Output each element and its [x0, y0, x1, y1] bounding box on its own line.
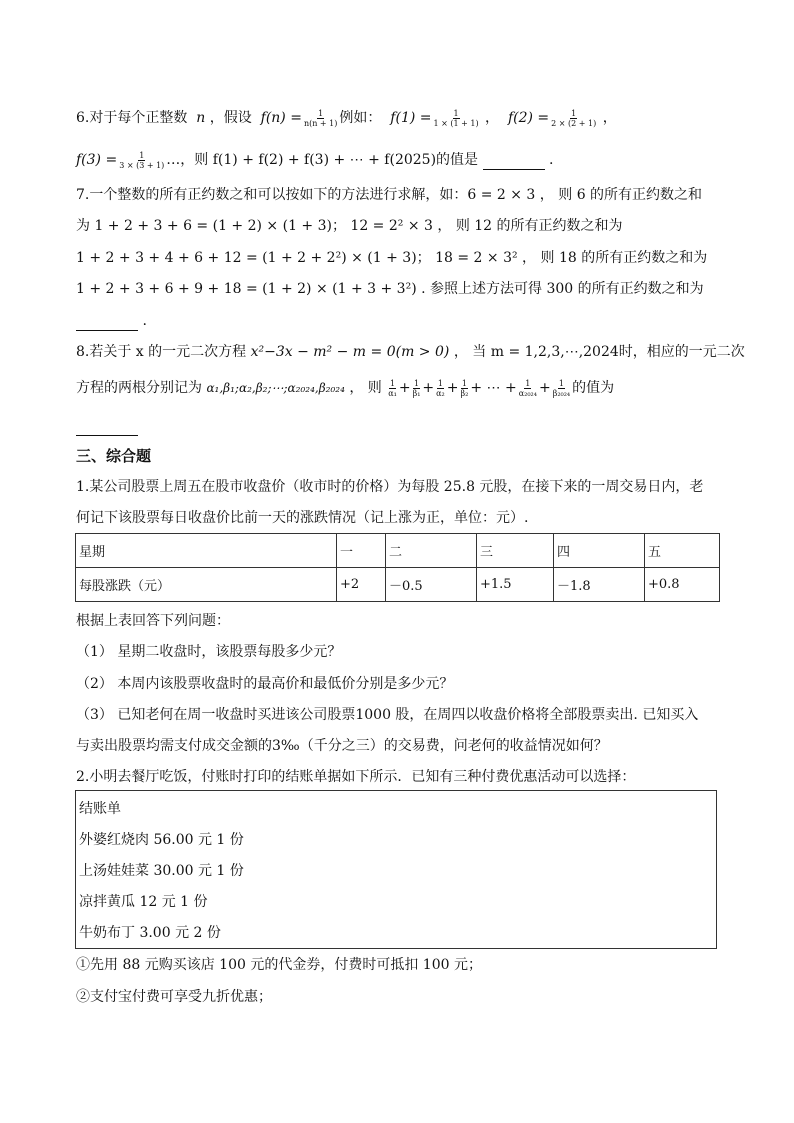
p1-question-3b: 与卖出股票均需支付成交金额的3‰（千分之三）的交易费，问老何的收益情况如何？	[76, 738, 608, 754]
p2-option-2: ②支付宝付费可享受九折优惠；	[76, 989, 272, 1005]
q8-line3	[76, 416, 138, 436]
table-cell: 三	[477, 534, 554, 568]
table-row	[76, 534, 720, 568]
answer-blank[interactable]	[483, 153, 545, 170]
stock-table	[75, 533, 720, 602]
p2-intro: 2.小明去餐厅吃饭，付账时打印的结账单据如下所示．已知有三种付费优惠活动可以选择：	[76, 769, 636, 785]
receipt-line: 结账单	[79, 801, 121, 817]
q6-text: .	[548, 152, 554, 168]
table-cell: 四	[554, 534, 645, 568]
table-cell: －0.5	[386, 568, 477, 602]
receipt-line: 牛奶布丁 3.00 元 2 份	[79, 925, 221, 941]
q6-text: 例如：	[339, 110, 382, 126]
q7-line5	[76, 311, 147, 331]
p2-option-1: ①先用 88 元购买该店 100 元的代金券，付费时可抵扣 100 元；	[76, 957, 482, 973]
q8-text: 的值为	[572, 380, 615, 396]
q6-text: 6.对于每个正整数	[76, 110, 188, 126]
q6-text: ，	[485, 110, 500, 126]
q6-line1: 6.对于每个正整数 n ，假设 f(n) = $\frac{1}{n(n + 1)}$ 例如： f(1) = $\frac{1}{1 \times (1 + 1)}$ ， f(2) = $\frac{1}{2 \times (2 + 1)}$ ，	[76, 108, 617, 128]
p1-question-3a: （3） 已知老何在周一收盘时买进该公司股票1000 股，在周四以收盘价格将全部股票卖出. 已知买入	[76, 707, 699, 723]
table-cell: +2	[337, 568, 386, 602]
fraction: $\frac{1}{n(n + 1)}$	[303, 108, 338, 128]
q7-line1: 7.一个整数的所有正约数之和可以按如下的方法进行求解，如：6 = 2 × 3 ， 则 6 的所有正约数之和	[76, 187, 703, 203]
fraction: $\frac{1}{1 \times (1 + 1)}$	[433, 108, 479, 128]
fraction: $\frac{1}{\text{α₂₀₂₄}}$	[518, 378, 537, 398]
fraction: $\frac{1}{\text{β₂}}$	[460, 378, 469, 398]
table-cell: 星期	[76, 534, 337, 568]
fraction: $\frac{1}{2 \times (2 + 1)}$	[551, 108, 597, 128]
receipt-line: 上汤娃娃菜 30.00 元 1 份	[79, 863, 244, 879]
section-title: 三、综合题	[76, 447, 152, 465]
q7-line2: 为 1 + 2 + 3 + 6 = (1 + 2) × (1 + 3)； 12 = 2² × 3 ， 则 12 的所有正约数之和为	[76, 218, 623, 234]
q7-line4: 1 + 2 + 3 + 6 + 9 + 18 = (1 + 2) × (1 + 3 + 3²) . 参照上述方法可得 300 的所有正约数之和为	[76, 281, 704, 297]
p1-intro-line1: 1.某公司股票上周五在股市收盘价（收市时的价格）为每股 25.8 元股，在接下来的一周交易日内，老	[76, 479, 704, 495]
q6-text: ，假设	[209, 110, 252, 126]
p1-question-1: （1） 星期二收盘时，该股票每股多少元？	[76, 644, 342, 660]
fraction: $\frac{1}{3 \times (3 + 1)}$	[119, 150, 165, 170]
q8-text: ， 则	[349, 380, 382, 396]
table-cell: －1.8	[554, 568, 645, 602]
q6-line2: f(3) = $\frac{1}{3 \times (3 + 1)}$ …，则 f(1) + f(2) + f(3) + ⋯ + f(2025)的值是 .	[76, 150, 554, 170]
fraction: $\frac{1}{\text{α₂}}$	[436, 378, 445, 398]
q7-text: .	[142, 313, 147, 329]
receipt-box	[75, 790, 717, 949]
q8-line1	[76, 342, 745, 362]
table-cell: 每股涨跌（元）	[76, 568, 337, 602]
receipt-line: 外婆红烧肉 56.00 元 1 份	[79, 832, 244, 848]
q8-line2: 方程的两根分别记为 α₁,β₁;α₂,β₂;⋯;α₂₀₂₄,β₂₀₂₄ ， 则 $\frac{1}{\text{α₁}}$ + $\frac{1}{\text{β₁}}$ + $\frac{1}{\text{α₂}}$ + $\frac{1}{\text{β₂}}$ + ⋯ + $\frac{1}{\text{α₂₀₂₄}}$ + $\frac{1}{\text{β₂₀₂₄}}$ 的值为	[76, 378, 615, 398]
receipt-line: 凉拌黄瓜 12 元 1 份	[79, 894, 208, 910]
q6-text: ，	[602, 110, 617, 126]
fraction: $\frac{1}{\text{β₁}}$	[412, 378, 421, 398]
fraction: $\frac{1}{\text{β₂₀₂₄}}$	[552, 378, 571, 398]
table-cell: 二	[386, 534, 477, 568]
fraction: $\frac{1}{\text{α₁}}$	[388, 378, 397, 398]
p1-intro-line2: 何记下该股票每日收盘价比前一天的涨跌情况（记上涨为正，单位：元）.	[76, 510, 529, 526]
answer-blank[interactable]	[76, 421, 138, 436]
q8-text: ， 当 m = 1,2,3,⋯,2024时，相应的一元二次	[453, 344, 745, 360]
q6-text: ，则 f(1) + f(2) + f(3) + ⋯ + f(2025)的值是	[180, 152, 479, 168]
table-cell: +0.8	[645, 568, 720, 602]
table-row	[76, 568, 720, 602]
table-cell: 一	[337, 534, 386, 568]
table-cell: +1.5	[477, 568, 554, 602]
table-cell: 五	[645, 534, 720, 568]
p1-question-2: （2） 本周内该股票收盘时的最高价和最低价分别是多少元？	[76, 676, 454, 692]
q8-roots: α₁,β₁;α₂,β₂;⋯;α₂₀₂₄,β₂₀₂₄	[206, 381, 345, 395]
q8-text: 方程的两根分别记为	[76, 380, 202, 396]
q7-line3: 1 + 2 + 3 + 4 + 6 + 12 = (1 + 2 + 2²) × (1 + 3)； 18 = 2 × 3² ， 则 18 的所有正约数之和为	[76, 250, 708, 266]
p1-prompt: 根据上表回答下列问题：	[76, 613, 230, 629]
q8-equation: x²−3x − m² − m = 0(m > 0)	[250, 344, 450, 360]
q8-text: 8.若关于 x 的一元二次方程	[76, 344, 247, 360]
answer-blank[interactable]	[76, 314, 138, 331]
